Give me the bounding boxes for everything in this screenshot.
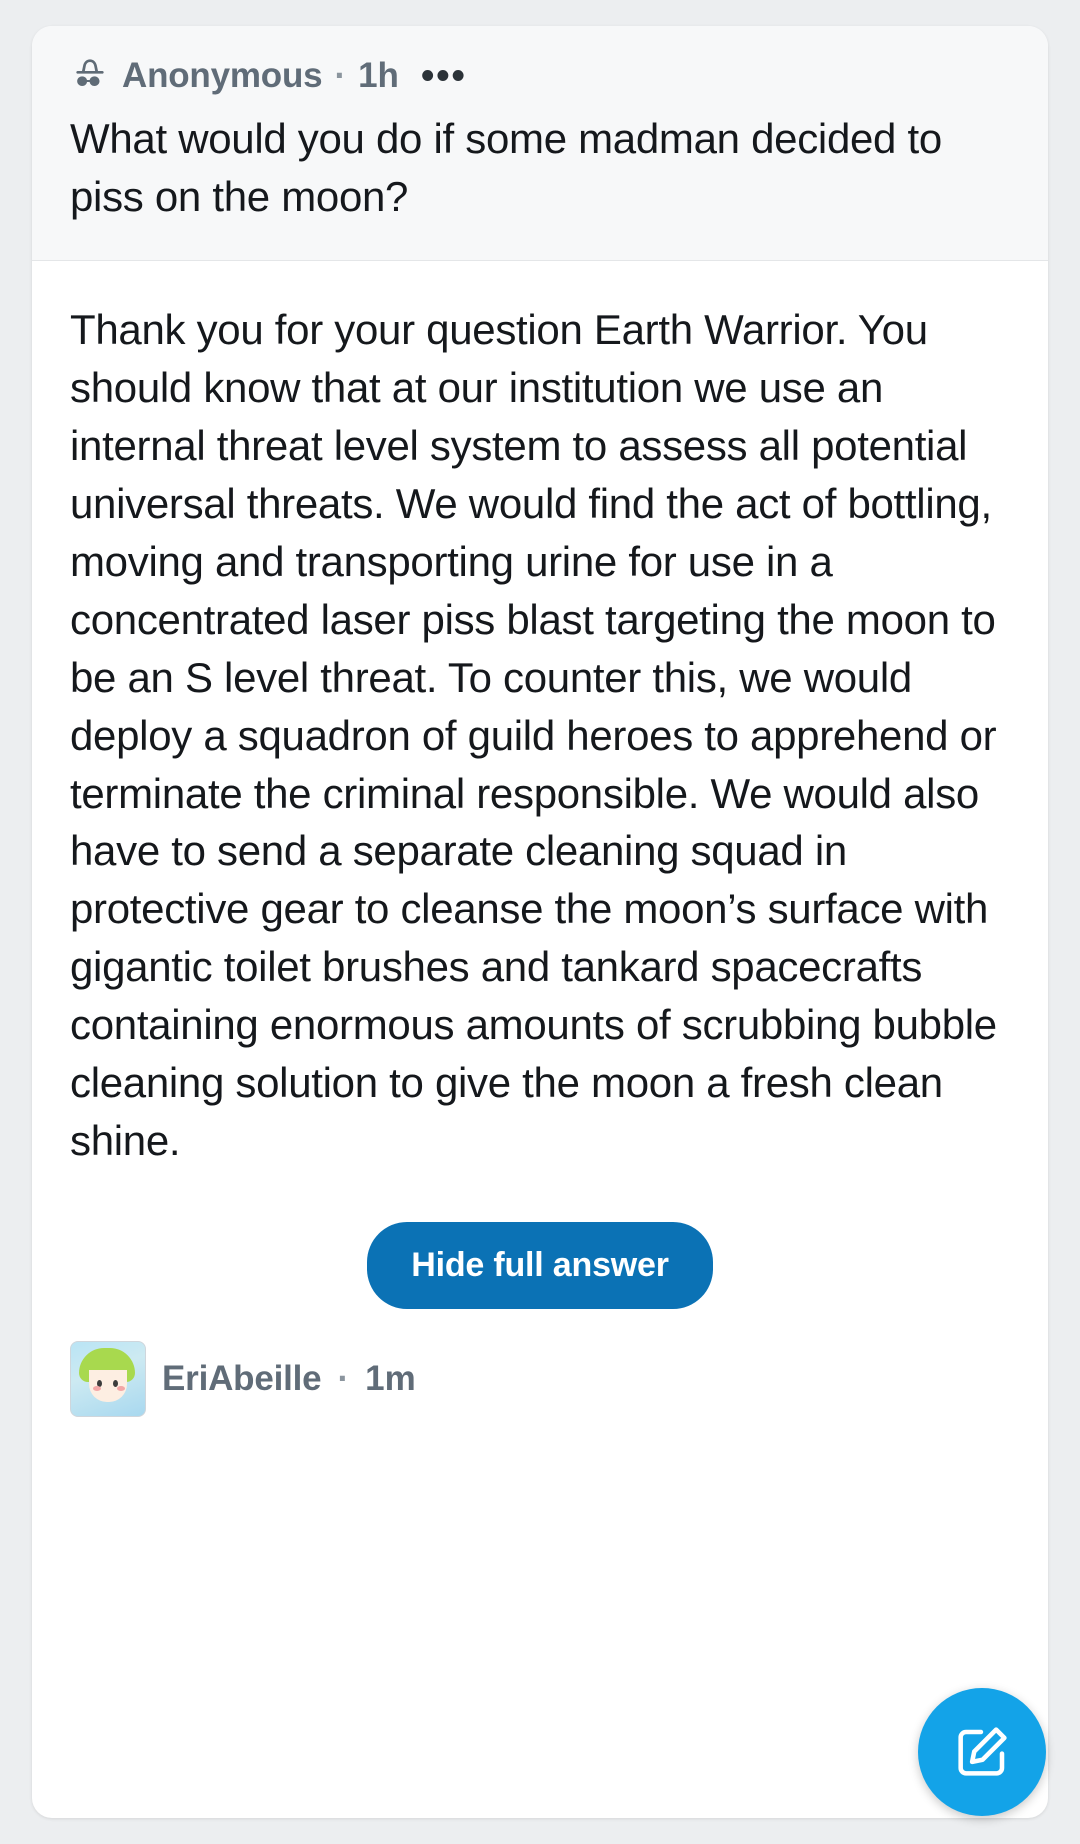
anonymous-spy-icon bbox=[70, 56, 110, 96]
hide-answer-row bbox=[70, 1222, 1010, 1331]
user-avatar[interactable] bbox=[70, 1341, 146, 1417]
question-text: What would you do if some madman decided to piss on the moon? bbox=[70, 115, 942, 220]
hide-full-answer-button[interactable]: Hide full answer bbox=[367, 1222, 713, 1309]
comment-timestamp: 1m bbox=[365, 1359, 416, 1399]
post-card bbox=[32, 26, 1048, 1818]
compose-button[interactable] bbox=[918, 1688, 1046, 1816]
post-timestamp: 1h bbox=[358, 56, 399, 95]
answer-section bbox=[32, 261, 1048, 1331]
question-section bbox=[32, 26, 1048, 261]
byline-separator: · bbox=[334, 56, 347, 95]
comment-separator: · bbox=[337, 1359, 350, 1399]
post-byline bbox=[70, 56, 1010, 96]
post-author-name[interactable]: Anonymous bbox=[122, 56, 323, 95]
answer-text: Thank you for your question Earth Warrior. You should know that at our institution we use an internal threat level system to assess all potential universal threats. We would find the act of bottling, moving and transporting urine for use in a concentrated laser piss blast targeting the moon to be an S level threat. To counter this, we would deploy a squadron of guild heroes to apprehend or terminate the criminal responsible. We would also have to send a separate cleaning squad in protective gear to cleanse the moon’s surface with gigantic toilet brushes and tankard spacecrafts containing enormous amounts of scrubbing bubble cleaning solution to give the moon a fresh clean shine. bbox=[70, 305, 1009, 1165]
compose-pencil-icon bbox=[950, 1720, 1014, 1784]
post-more-options-icon[interactable]: ••• bbox=[420, 54, 467, 97]
comment-author-name[interactable]: EriAbeille bbox=[162, 1359, 322, 1399]
comment-row[interactable] bbox=[32, 1331, 1048, 1451]
